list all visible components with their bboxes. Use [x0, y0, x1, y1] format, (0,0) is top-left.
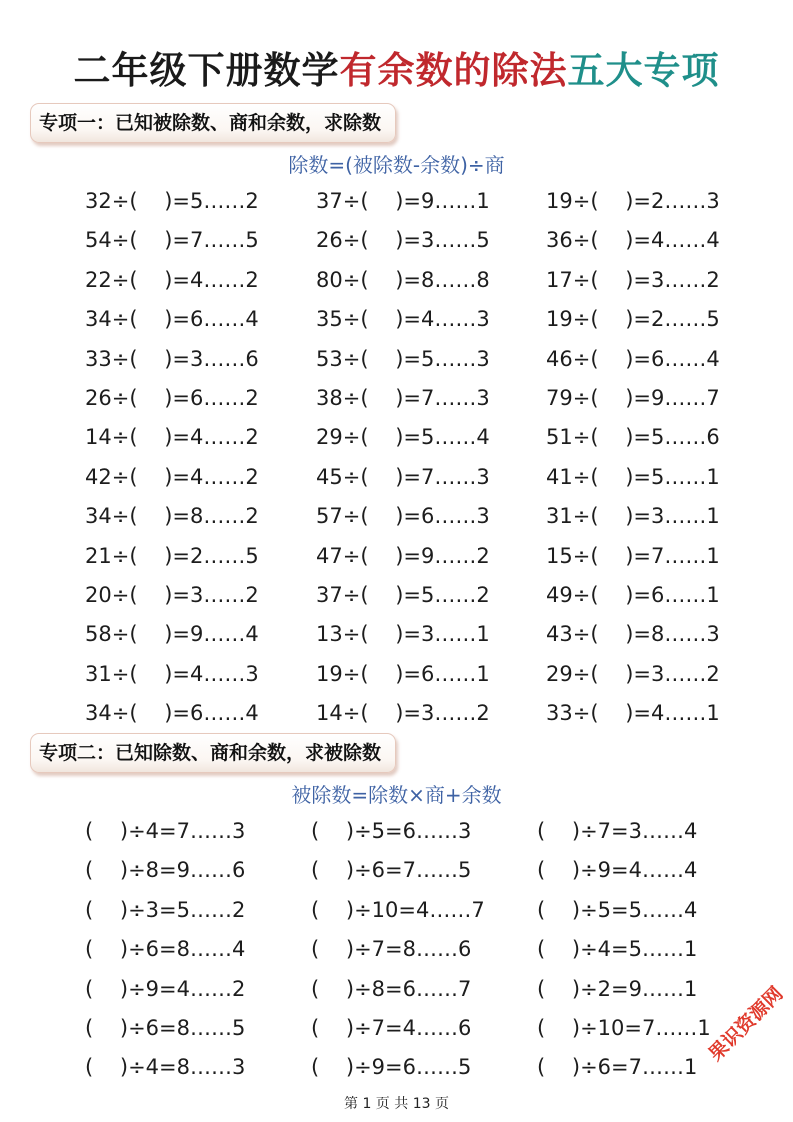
- problem-item: 20÷( )=3……2: [85, 582, 259, 607]
- problem-row: [0, 576, 793, 615]
- section2-label: 专项二：已知除数、商和余数，求被除数: [30, 733, 396, 773]
- problem-item: 47÷( )=9……2: [316, 543, 490, 568]
- problem-item: 42÷( )=4……2: [85, 464, 259, 489]
- problem-row: [0, 1009, 793, 1048]
- problem-row: [0, 418, 793, 457]
- problem-item: 19÷( )=2……3: [546, 189, 720, 213]
- page-title: [0, 40, 793, 94]
- problem-item: 14÷( )=3……2: [316, 701, 490, 726]
- problem-item: 80÷( )=8……8: [316, 267, 490, 292]
- problem-row: [0, 970, 793, 1009]
- problem-item: 17÷( )=3……2: [546, 267, 720, 292]
- problem-row: [0, 891, 793, 930]
- problem-item: ( )÷5=5……4: [537, 897, 698, 922]
- title-part-grade: 二年级下册数学: [73, 49, 340, 92]
- problem-item: 15÷( )=7……1: [546, 543, 720, 568]
- problem-item: 19÷( )=2……5: [546, 307, 720, 332]
- problem-item: ( )÷4=8……3: [85, 1055, 246, 1080]
- problem-item: 34÷( )=6……4: [85, 701, 259, 726]
- problem-item: 45÷( )=7……3: [316, 464, 490, 489]
- problem-item: 57÷( )=6……3: [316, 504, 490, 529]
- section1-label: 专项一：已知被除数、商和余数，求除数: [30, 103, 396, 143]
- problem-row: [0, 261, 793, 300]
- problem-item: ( )÷9=4……2: [85, 976, 246, 1001]
- problem-item: 53÷( )=5……3: [316, 346, 490, 371]
- problem-item: ( )÷4=5……1: [537, 937, 698, 962]
- problem-item: 36÷( )=4……4: [546, 228, 720, 253]
- section1-formula: 除数=(被除数-余数)÷商: [288, 153, 505, 177]
- problem-item: 34÷( )=8……2: [85, 504, 259, 529]
- problem-item: ( )÷7=8……6: [311, 937, 472, 962]
- problem-row: [0, 497, 793, 536]
- problem-row: [0, 812, 793, 851]
- problem-item: 51÷( )=5……6: [546, 425, 720, 450]
- problem-item: 41÷( )=5……1: [546, 464, 720, 489]
- section2-problem-grid: [0, 812, 793, 1088]
- problem-row: [0, 851, 793, 890]
- problem-row: [0, 221, 793, 260]
- title-part-special: 五大专项: [567, 49, 720, 92]
- problem-item: ( )÷10=4……7: [311, 897, 485, 922]
- problem-item: 79÷( )=9……7: [546, 385, 720, 410]
- problem-row: [0, 379, 793, 418]
- problem-item: 29÷( )=3……2: [546, 661, 720, 686]
- problem-row: [0, 930, 793, 969]
- problem-item: 54÷( )=7……5: [85, 228, 259, 253]
- problem-item: ( )÷2=9……1: [537, 976, 698, 1001]
- problem-item: 46÷( )=6……4: [546, 346, 720, 371]
- problem-item: 22÷( )=4……2: [85, 267, 259, 292]
- problem-item: ( )÷6=8……5: [85, 1015, 246, 1040]
- problem-item: 38÷( )=7……3: [316, 385, 490, 410]
- watermark-logo: 果识资源网: [704, 982, 788, 1066]
- problem-item: 33÷( )=3……6: [85, 346, 259, 371]
- problem-item: 26÷( )=6……2: [85, 385, 259, 410]
- problem-row: [0, 458, 793, 497]
- problem-item: 21÷( )=2……5: [85, 543, 259, 568]
- problem-row: [0, 300, 793, 339]
- problem-item: 29÷( )=5……4: [316, 425, 490, 450]
- problem-row: [0, 340, 793, 379]
- problem-item: 31÷( )=3……1: [546, 504, 720, 529]
- problem-row: [0, 655, 793, 694]
- problem-item: 49÷( )=6……1: [546, 582, 720, 607]
- problem-item: 31÷( )=4……3: [85, 661, 259, 686]
- problem-item: 14÷( )=4……2: [85, 425, 259, 450]
- problem-item: ( )÷8=9……6: [85, 858, 246, 883]
- problem-item: ( )÷6=8……4: [85, 937, 246, 962]
- problem-item: 37÷( )=5……2: [316, 582, 490, 607]
- problem-row: [0, 694, 793, 733]
- problem-item: 32÷( )=5……2: [85, 189, 259, 213]
- page-footer: 第 1 页 共 13 页: [344, 1096, 449, 1112]
- problem-item: ( )÷10=7……1: [537, 1015, 711, 1040]
- problem-row: [0, 537, 793, 576]
- problem-item: ( )÷7=4……6: [311, 1015, 472, 1040]
- problem-item: ( )÷8=6……7: [311, 976, 472, 1001]
- section1-problem-grid: [0, 182, 793, 733]
- problem-item: ( )÷3=5……2: [85, 897, 246, 922]
- problem-item: ( )÷9=6……5: [311, 1055, 472, 1080]
- problem-item: 34÷( )=6……4: [85, 307, 259, 332]
- problem-item: 26÷( )=3……5: [316, 228, 490, 253]
- problem-row: [0, 615, 793, 654]
- problem-row: [0, 182, 793, 221]
- problem-item: ( )÷6=7……5: [311, 858, 472, 883]
- section2-formula: 被除数=除数×商+余数: [291, 783, 502, 807]
- problem-item: ( )÷7=3……4: [537, 819, 698, 843]
- problem-item: 58÷( )=9……4: [85, 622, 259, 647]
- problem-item: ( )÷9=4……4: [537, 858, 698, 883]
- problem-item: 43÷( )=8……3: [546, 622, 720, 647]
- problem-row: [0, 1048, 793, 1087]
- title-part-topic: 有余数的除法: [339, 49, 568, 92]
- problem-item: 13÷( )=3……1: [316, 622, 490, 647]
- problem-item: 19÷( )=6……1: [316, 661, 490, 686]
- problem-item: 35÷( )=4……3: [316, 307, 490, 332]
- problem-item: ( )÷6=7……1: [537, 1055, 698, 1080]
- problem-item: 33÷( )=4……1: [546, 701, 720, 726]
- problem-item: ( )÷4=7……3: [85, 819, 246, 843]
- problem-item: 37÷( )=9……1: [316, 189, 490, 213]
- problem-item: ( )÷5=6……3: [311, 819, 472, 843]
